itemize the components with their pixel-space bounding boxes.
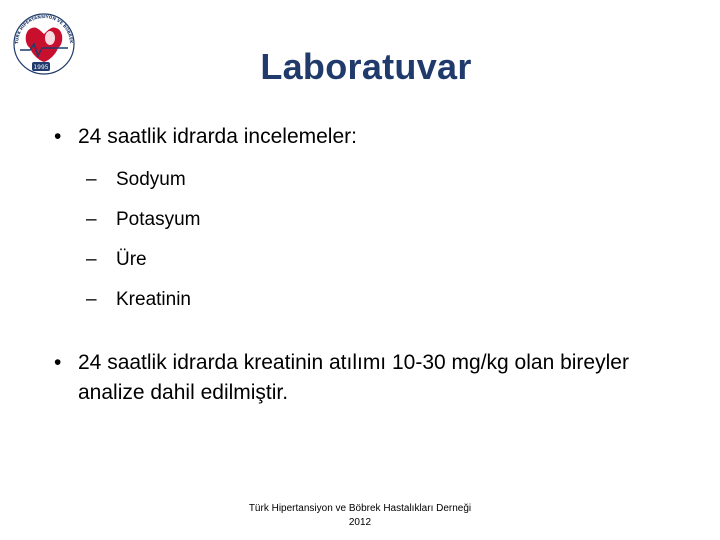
sub-item-text: Üre [116,249,147,270]
bullet-text: 24 saatlik idrarda incelemeler: [78,125,357,148]
dash-marker: – [86,249,97,270]
sub-item-text: Potasyum [116,209,201,230]
sub-item-text: Kreatinin [116,289,191,310]
footer [0,502,720,530]
bullet-dot: • [54,125,62,148]
dash-marker: – [86,209,97,230]
sub-item-text: Sodyum [116,169,186,190]
sub-list [86,168,684,328]
sub-list-item [86,288,684,328]
logo-arc-text: TÜRK HİPERTANSİYON VE BÖBREK [13,13,75,45]
sub-list-item [86,248,684,288]
footer-year: 2012 [348,517,372,528]
bullet-item [54,348,684,408]
bullet-dot: • [54,351,62,374]
footer-organization: Türk Hipertansiyon ve Böbrek Hastalıkları Derneği [248,503,472,514]
page-title: Laboratuvar [260,46,472,87]
sub-list-item [86,208,684,248]
bullet-item [54,122,684,152]
slide-content [54,122,684,408]
sub-list-item [86,168,684,208]
logo-year: 1995 [33,64,49,71]
dash-marker: – [86,289,97,310]
bullet-text: 24 saatlik idrarda kreatinin atılımı 10-30 mg/kg olan bireyler analize dahil edilmiştir. [78,351,629,404]
dash-marker: – [86,169,97,190]
